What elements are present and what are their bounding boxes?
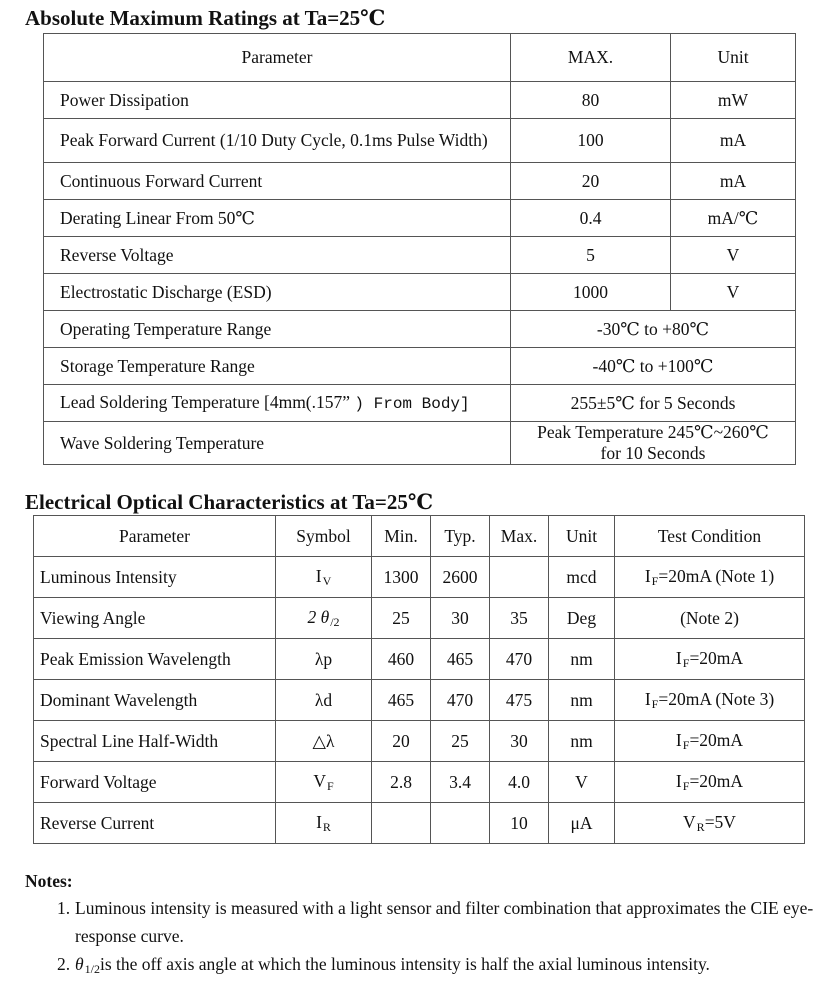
test-subscript: R: [696, 819, 705, 834]
max-cell: 4.0: [490, 762, 549, 803]
symbol-text: I: [315, 565, 322, 586]
min-cell: 2.8: [372, 762, 431, 803]
notes-section: [25, 868, 815, 980]
table-header-row: [44, 34, 796, 82]
min-cell: 465: [372, 680, 431, 721]
table-row: [44, 163, 796, 200]
unit-cell: mA/℃: [671, 200, 796, 237]
table-row: [44, 237, 796, 274]
note-text-body: is the off axis angle at which the luminous intensity is half the axial luminous intensity.: [99, 954, 710, 974]
table-row: [34, 680, 805, 721]
parameter-cell: Electrostatic Discharge (ESD): [44, 274, 511, 311]
table-row: [44, 385, 796, 422]
table-row: [34, 598, 805, 639]
header-max: MAX.: [511, 34, 671, 82]
test-text-rest: =20mA: [689, 729, 744, 750]
test-text-rest: =20mA: [689, 770, 744, 791]
parameter-cell: Spectral Line Half-Width: [34, 721, 276, 762]
electrical-optical-characteristics-title: Electrical Optical Characteristics at Ta=25℃: [25, 490, 434, 514]
parameter-cell: Operating Temperature Range: [44, 311, 511, 348]
min-cell: 460: [372, 639, 431, 680]
notes-title: Notes:: [25, 871, 73, 891]
test-text-rest: =20mA (Note 3): [658, 688, 775, 709]
min-cell: 25: [372, 598, 431, 639]
note-text: [25, 950, 815, 980]
test-text: I: [644, 565, 651, 586]
min-cell: [372, 803, 431, 844]
parameter-cell: Reverse Voltage: [44, 237, 511, 274]
unit-cell: nm: [549, 680, 615, 721]
test-text: I: [675, 770, 682, 791]
unit-cell: V: [549, 762, 615, 803]
table-row: [44, 311, 796, 348]
unit-cell: Deg: [549, 598, 615, 639]
parameter-cell: Peak Forward Current (1/10 Duty Cycle, 0.1ms Pulse Width): [44, 119, 511, 163]
header-min: Min.: [372, 516, 431, 557]
symbol-cell: [276, 557, 372, 598]
table-row: [34, 803, 805, 844]
symbol-text: V: [313, 770, 326, 791]
unit-cell: V: [671, 274, 796, 311]
value-line: for 10 Seconds: [600, 443, 706, 463]
parameter-cell: Power Dissipation: [44, 82, 511, 119]
table-header-row: [34, 516, 805, 557]
symbol-subscript: V: [322, 573, 332, 588]
max-cell: 20: [511, 163, 671, 200]
parameter-cell: Viewing Angle: [34, 598, 276, 639]
symbol-cell: λp: [276, 639, 372, 680]
electrical-optical-characteristics-table: [33, 515, 805, 844]
table-row: [34, 762, 805, 803]
unit-cell: μA: [549, 803, 615, 844]
parameter-cell: Luminous Intensity: [34, 557, 276, 598]
header-unit: Unit: [549, 516, 615, 557]
test-text: I: [675, 647, 682, 668]
unit-cell: nm: [549, 721, 615, 762]
value-cell: [511, 422, 796, 465]
max-cell: [490, 557, 549, 598]
max-cell: 470: [490, 639, 549, 680]
typ-cell: 3.4: [431, 762, 490, 803]
symbol-text: I: [316, 811, 322, 832]
value-line: Peak Temperature 245℃~260℃: [537, 422, 769, 442]
parameter-cell: Continuous Forward Current: [44, 163, 511, 200]
test-text-rest: =5V: [704, 811, 736, 832]
max-cell: 100: [511, 119, 671, 163]
note-symbol: θ: [75, 954, 84, 974]
absolute-maximum-ratings-title: Absolute Maximum Ratings at Ta=25℃: [25, 6, 386, 30]
header-unit: Unit: [671, 34, 796, 82]
test-subscript: F: [651, 696, 659, 711]
symbol-subscript: F: [326, 778, 334, 793]
max-cell: 1000: [511, 274, 671, 311]
test-text: I: [675, 729, 682, 750]
note-item: [25, 950, 815, 980]
note-text: Luminous intensity is measured with a light sensor and filter combination that approximates the CIE eye-response curve.: [75, 898, 814, 946]
test-text-rest: =20mA (Note 1): [658, 565, 775, 586]
table-row: [34, 557, 805, 598]
symbol-cell: [276, 598, 372, 639]
parameter-cell: Storage Temperature Range: [44, 348, 511, 385]
header-test-condition: Test Condition: [615, 516, 805, 557]
test-subscript: F: [682, 737, 690, 752]
typ-cell: 470: [431, 680, 490, 721]
test-condition-cell: [615, 557, 805, 598]
parameter-cell: Peak Emission Wavelength: [34, 639, 276, 680]
min-cell: 1300: [372, 557, 431, 598]
parameter-text-tail: ) From Body]: [354, 394, 470, 413]
parameter-text: Lead Soldering Temperature [4mm(.157”: [60, 391, 351, 412]
symbol-cell: [276, 762, 372, 803]
unit-cell: mA: [671, 119, 796, 163]
max-cell: 80: [511, 82, 671, 119]
test-condition-cell: [615, 721, 805, 762]
absolute-maximum-ratings-table: [43, 33, 796, 465]
typ-cell: 25: [431, 721, 490, 762]
unit-cell: nm: [549, 639, 615, 680]
parameter-cell: Derating Linear From 50℃: [44, 200, 511, 237]
test-text-rest: =20mA: [689, 647, 744, 668]
value-cell: -30℃ to +80℃: [511, 311, 796, 348]
note-number: 2.: [57, 954, 71, 974]
test-subscript: F: [682, 655, 690, 670]
table-row: [34, 639, 805, 680]
parameter-cell: Reverse Current: [34, 803, 276, 844]
max-cell: 10: [490, 803, 549, 844]
parameter-cell: Wave Soldering Temperature: [44, 422, 511, 465]
test-text: I: [644, 688, 651, 709]
test-condition-cell: [615, 639, 805, 680]
table-row: [44, 422, 796, 465]
note-item: [25, 894, 815, 950]
typ-cell: 465: [431, 639, 490, 680]
table-row: [44, 200, 796, 237]
symbol-cell: [276, 803, 372, 844]
max-cell: 35: [490, 598, 549, 639]
min-cell: 20: [372, 721, 431, 762]
test-condition-cell: [615, 803, 805, 844]
value-cell: 255±5℃ for 5 Seconds: [511, 385, 796, 422]
header-typ: Typ.: [431, 516, 490, 557]
test-subscript: F: [651, 573, 659, 588]
typ-cell: [431, 803, 490, 844]
max-cell: 30: [490, 721, 549, 762]
table-row: [44, 82, 796, 119]
table-row: [44, 274, 796, 311]
table-row: [44, 348, 796, 385]
parameter-cell: [44, 385, 511, 422]
table-row: [44, 119, 796, 163]
header-max: Max.: [490, 516, 549, 557]
parameter-cell: Dominant Wavelength: [34, 680, 276, 721]
symbol-cell: λd: [276, 680, 372, 721]
unit-cell: mW: [671, 82, 796, 119]
max-cell: 0.4: [511, 200, 671, 237]
test-condition-cell: [615, 762, 805, 803]
unit-cell: mA: [671, 163, 796, 200]
test-condition-cell: (Note 2): [615, 598, 805, 639]
unit-cell: V: [671, 237, 796, 274]
table-row: [34, 721, 805, 762]
max-cell: 475: [490, 680, 549, 721]
header-symbol: Symbol: [276, 516, 372, 557]
symbol-subscript: /2: [330, 614, 340, 629]
symbol-cell: △λ: [276, 721, 372, 762]
test-subscript: F: [682, 778, 690, 793]
unit-cell: mcd: [549, 557, 615, 598]
symbol-subscript: R: [322, 819, 331, 834]
test-text: V: [683, 811, 696, 832]
test-condition-cell: [615, 680, 805, 721]
note-symbol-subscript: 1/2: [84, 962, 100, 976]
value-cell: -40℃ to +100℃: [511, 348, 796, 385]
parameter-cell: Forward Voltage: [34, 762, 276, 803]
header-parameter: Parameter: [34, 516, 276, 557]
typ-cell: 2600: [431, 557, 490, 598]
header-parameter: Parameter: [44, 34, 511, 82]
max-cell: 5: [511, 237, 671, 274]
symbol-text: 2 θ: [307, 606, 330, 627]
typ-cell: 30: [431, 598, 490, 639]
note-number: 1.: [57, 898, 71, 918]
